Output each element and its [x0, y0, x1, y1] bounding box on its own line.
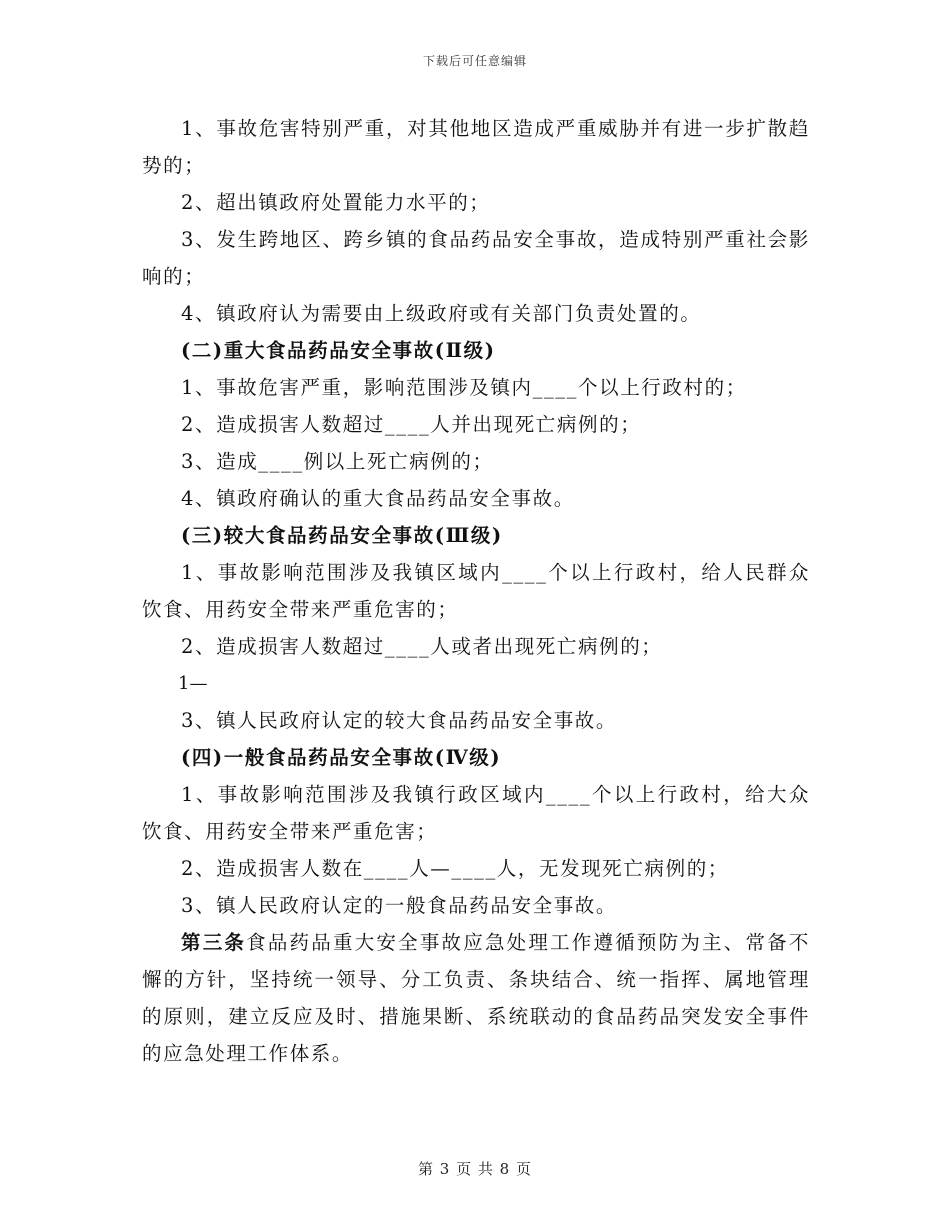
paragraph: 2、造成损害人数在____人—____人，无发现死亡病例的； [181, 857, 729, 880]
paragraph: 3、镇人民政府认定的一般食品药品安全事故。 [181, 894, 618, 917]
page-number: 第 3 页 共 8 页 [418, 1160, 532, 1178]
section-heading-level-4: (四)一般食品药品安全事故(Ⅳ级) [181, 746, 502, 769]
paragraph: 3、造成____例以上死亡病例的； [181, 450, 494, 473]
paragraph: 1、事故危害特别严重，对其他地区造成严重威胁并有进一步扩散趋势的； [142, 117, 810, 177]
article-three [142, 924, 810, 1072]
paragraph: 1、事故影响范围涉及我镇行政区域内____个以上行政村，给大众饮食、用药安全带来严重危害； [142, 783, 810, 843]
paragraph: 2、造成损害人数超过____人或者出现死亡病例的； [181, 635, 663, 658]
paragraph: 3、镇人民政府认定的较大食品药品安全事故。 [181, 709, 618, 732]
article-text: 食品药品重大安全事故应急处理工作遵循预防为主、常备不懈的方针，坚持统一领导、分工负责、条块结合、统一指挥、属地管理的原则，建立反应及时、措施果断、系统联动的食品药品突发安全事件的应急处理工作体系。 [142, 931, 810, 1065]
section-heading-level-3: (三)较大食品药品安全事故(Ⅲ级) [181, 524, 503, 547]
paragraph: 2、超出镇政府处置能力水平的； [181, 191, 491, 214]
paragraph: 4、镇政府认为需要由上级政府或有关部门负责处置的。 [181, 302, 702, 325]
section-heading-level-2: (二)重大食品药品安全事故(Ⅱ级) [181, 339, 496, 362]
paragraph: 2、造成损害人数超过____人并出现死亡病例的； [181, 413, 642, 436]
paragraph: 3、发生跨地区、跨乡镇的食品药品安全事故，造成特别严重社会影响的； [142, 228, 810, 288]
paragraph: 1、事故影响范围涉及我镇区域内____个以上行政村，给人民群众饮食、用药安全带来严重危害的； [142, 561, 810, 621]
document-body [142, 110, 810, 1072]
paragraph: 4、镇政府确认的重大食品药品安全事故。 [181, 487, 575, 510]
page-header: 下载后可任意编辑 [422, 54, 527, 68]
paragraph: 1、事故危害严重，影响范围涉及镇内____个以上行政村的； [181, 376, 747, 399]
page-marker: 1— [178, 673, 208, 694]
article-lead: 第三条 [181, 931, 247, 954]
